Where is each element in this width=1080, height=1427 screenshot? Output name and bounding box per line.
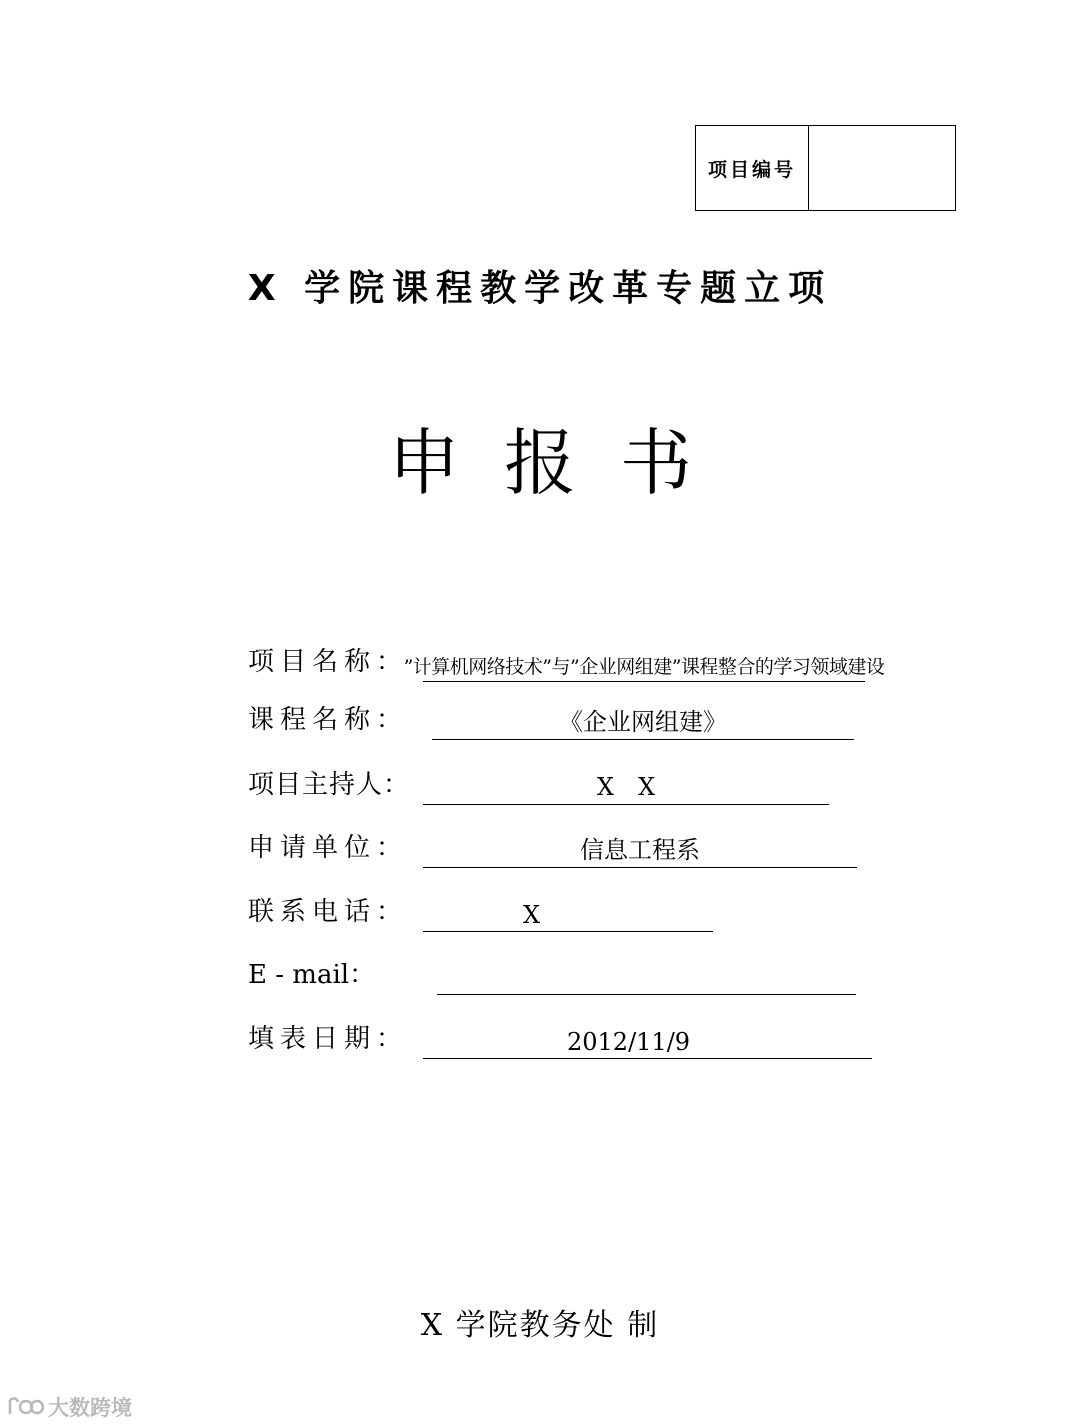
email-line [437,957,856,995]
issuer-footer: X 学院教务处 制 [420,1308,660,1343]
unit-label: 申请单位： [248,833,409,863]
watermark-text: 大数跨境 [48,1396,132,1420]
unit-line [423,830,857,868]
phone-value: X [523,901,541,929]
project-number-label: 项目编号 [696,126,809,210]
project-name-value: ”计算机网络技术”与”企业网组建”课程整合的学习领域建设 [403,656,885,678]
date-value: 2012/11/9 [567,1028,691,1056]
watermark [6,1392,132,1422]
phone-label: 联系电话： [248,897,409,927]
phone-line [423,894,713,932]
document-main-title: 申报书 [387,421,736,505]
course-name-label: 课程名称： [248,705,409,735]
host-value: X X [596,773,656,801]
email-label: E - mail： [248,960,376,990]
project-number-box [695,125,956,211]
project-number-value [809,126,955,210]
date-line [423,1021,872,1059]
project-name-line [403,644,885,682]
document-heading: X 学院课程教学改革专题立项 [247,268,833,309]
course-name-line [432,702,854,740]
unit-value: 信息工程系 [580,836,700,864]
dashu-logo-icon [6,1394,44,1420]
host-label: 项目主持人： [248,770,411,800]
project-name-label: 项目名称： [248,647,409,677]
host-line [423,767,829,805]
date-label: 填表日期： [248,1024,409,1054]
course-name-value: 《企业网组建》 [559,708,727,736]
